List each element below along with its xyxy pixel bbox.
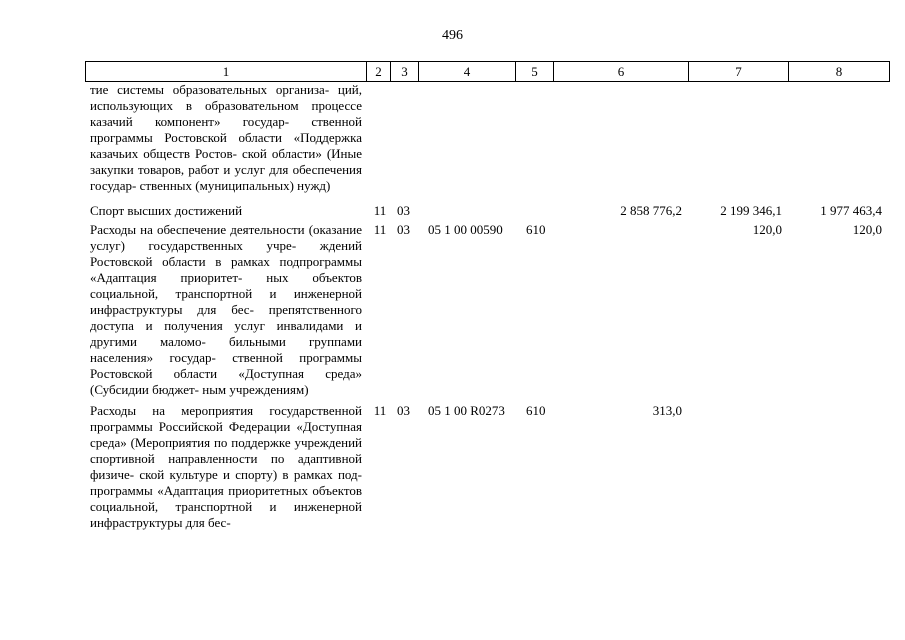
row-amount-7: 120,0 (752, 222, 782, 237)
row-amount-6: 313,0 (652, 403, 682, 418)
row-expense-type: 610 (526, 403, 546, 418)
header-col-8: 8 (835, 64, 843, 79)
table-row (85, 222, 888, 398)
row-subsection: 03 (397, 222, 410, 237)
row-name: Спорт высших достижений (90, 203, 243, 218)
table-row (85, 82, 888, 194)
row-amount-6: 2 858 776,2 (620, 203, 682, 218)
row-section: 11 (373, 203, 387, 218)
row-section: 11 (373, 222, 387, 237)
table-header (85, 61, 890, 82)
header-col-5: 5 (516, 62, 554, 81)
header-col-6: 6 (554, 62, 689, 81)
row-name: тие системы образовательных организа- ций, использующих в образовательном процессе казачий компонент» государ- ственной программы Ростовской области «Поддержка казачьих обществ Ростов- ской области» (Иные закупки товаров, работ и услуг для обеспечения государ- ственных (муниципальных) нужд) (90, 82, 362, 193)
header-col-7: 7 (689, 62, 789, 81)
table-body (85, 82, 888, 531)
page-number: 496 (442, 28, 463, 43)
row-name: Расходы на обеспечение деятельности (оказание услуг) государственных учре- ждений Ростовской области в рамках подпрограммы «Адаптация приоритет- ных объектов социальной, транспортной и инженерной инфраструктуры для бес- препятственного доступа и получения услуг инвалидами и другими маломо- бильными группами населения» государ- ственной программы Ростовской области «Доступная среда» (Субсидии бюджет- ным учреждениям) (90, 222, 362, 397)
header-col-1: 1 (86, 62, 367, 81)
row-amount-7: 2 199 346,1 (720, 203, 782, 218)
row-target-article: 05 1 00 R0273 (428, 403, 505, 418)
row-name: Расходы на мероприятия государственной программы Российской Федерации «Доступная среда» (Мероприятия по поддержке учреждений спортивной направленности по адаптивной физиче- ской культуре и спорту) в рамках под- программы «Адаптация приоритетных объектов социальной, транспортной и инженерной инфраструктуры для бес- (90, 403, 362, 530)
header-col-2: 2 (367, 62, 391, 81)
header-col-3: 3 (391, 62, 419, 81)
table-row (85, 203, 888, 219)
row-section: 11 (373, 403, 387, 418)
header-col-4: 4 (419, 62, 516, 81)
row-expense-type: 610 (526, 222, 546, 237)
table-row (85, 403, 888, 531)
row-target-article: 05 1 00 00590 (428, 222, 503, 237)
row-subsection: 03 (397, 203, 410, 218)
row-subsection: 03 (397, 403, 410, 418)
row-amount-8: 120,0 (852, 222, 882, 237)
row-amount-8: 1 977 463,4 (820, 203, 882, 218)
